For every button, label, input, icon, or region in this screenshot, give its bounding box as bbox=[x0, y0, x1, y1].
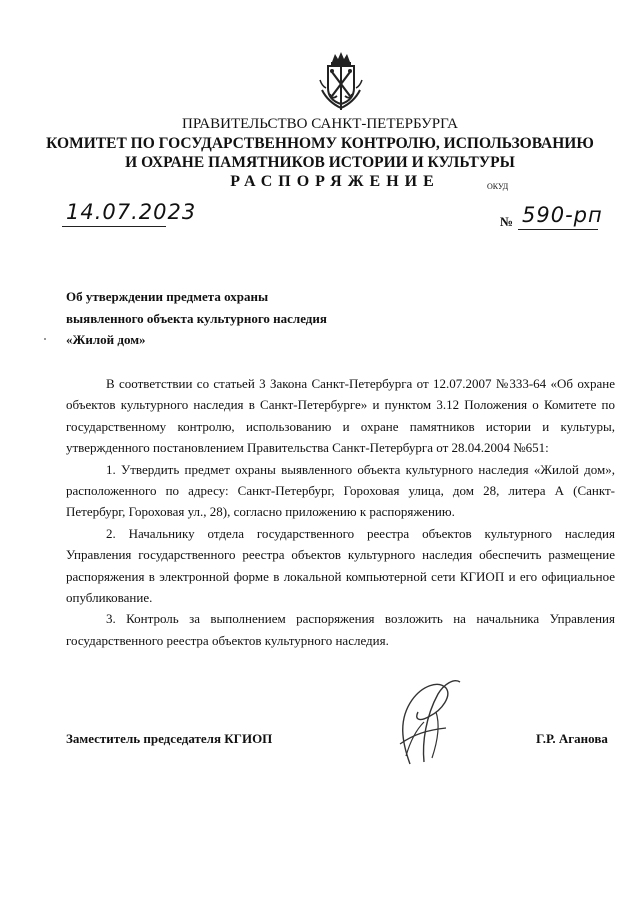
okud-label: ОКУД bbox=[487, 182, 509, 191]
body-paragraph-1: 1. Утвердить предмет охраны выявленного объекта культурного наследия «Жилой дом», расположенного по адресу: Санкт-Петербург, Гороховая улица, дом 28, литера А (Санкт-Петербург, Гороховая ул., 28), согласно приложению к распоряжению. bbox=[66, 461, 615, 520]
body-paragraph-2: 2. Начальнику отдела государственного реестра объектов культурного наследия Управления государственного реестра объектов культурного наследия обеспечить размещение распоряжения в электронной форме в локальной компьютерной сети КГИОП и его официальное опубликование. bbox=[66, 525, 615, 606]
scan-speck bbox=[44, 338, 46, 340]
handwritten-signature bbox=[380, 672, 468, 772]
number-sign: № bbox=[500, 214, 514, 229]
document-date: 14.07.2023 bbox=[66, 200, 197, 224]
document-subject bbox=[66, 286, 327, 351]
number-underline bbox=[518, 229, 598, 230]
document-body bbox=[66, 373, 615, 651]
subject-line-2: выявленного объекта культурного наследия bbox=[66, 310, 327, 326]
body-paragraph-3: 3. Контроль за выполнением распоряжения возложить на начальника Управления государственного реестра объектов культурного наследия. bbox=[66, 611, 615, 648]
government-name: ПРАВИТЕЛЬСТВО САНКТ-ПЕТЕРБУРГА bbox=[182, 116, 458, 132]
signer-name: Г.Р. Аганова bbox=[536, 731, 608, 746]
committee-line-1: КОМИТЕТ ПО ГОСУДАРСТВЕННОМУ КОНТРОЛЮ, ИСПОЛЬЗОВАНИЮ bbox=[46, 135, 594, 152]
subject-line-3: «Жилой дом» bbox=[66, 332, 146, 347]
document-type: РАСПОРЯЖЕНИЕ bbox=[230, 173, 440, 190]
body-paragraph-preamble: В соответствии со статьей 3 Закона Санкт-Петербурга от 12.07.2007 №333-64 «Об охране объектов культурного наследия в Санкт-Петербурге» и пунктом 3.12 Положения о Комитете по государственному контролю, использованию и охране памятников истории и культуры, утвержденного постановлением Правительства Санкт-Петербурга от 28.04.2004 №651: bbox=[66, 376, 615, 456]
date-underline bbox=[62, 226, 166, 227]
signer-title: Заместитель председателя КГИОП bbox=[66, 731, 273, 746]
document-number: 590-рп bbox=[522, 203, 603, 227]
committee-name bbox=[0, 134, 640, 172]
coat-of-arms-icon bbox=[318, 50, 364, 112]
committee-line-2: И ОХРАНЕ ПАМЯТНИКОВ ИСТОРИИ И КУЛЬТУРЫ bbox=[125, 154, 515, 171]
subject-line-1: Об утверждении предмета охраны bbox=[66, 289, 269, 304]
